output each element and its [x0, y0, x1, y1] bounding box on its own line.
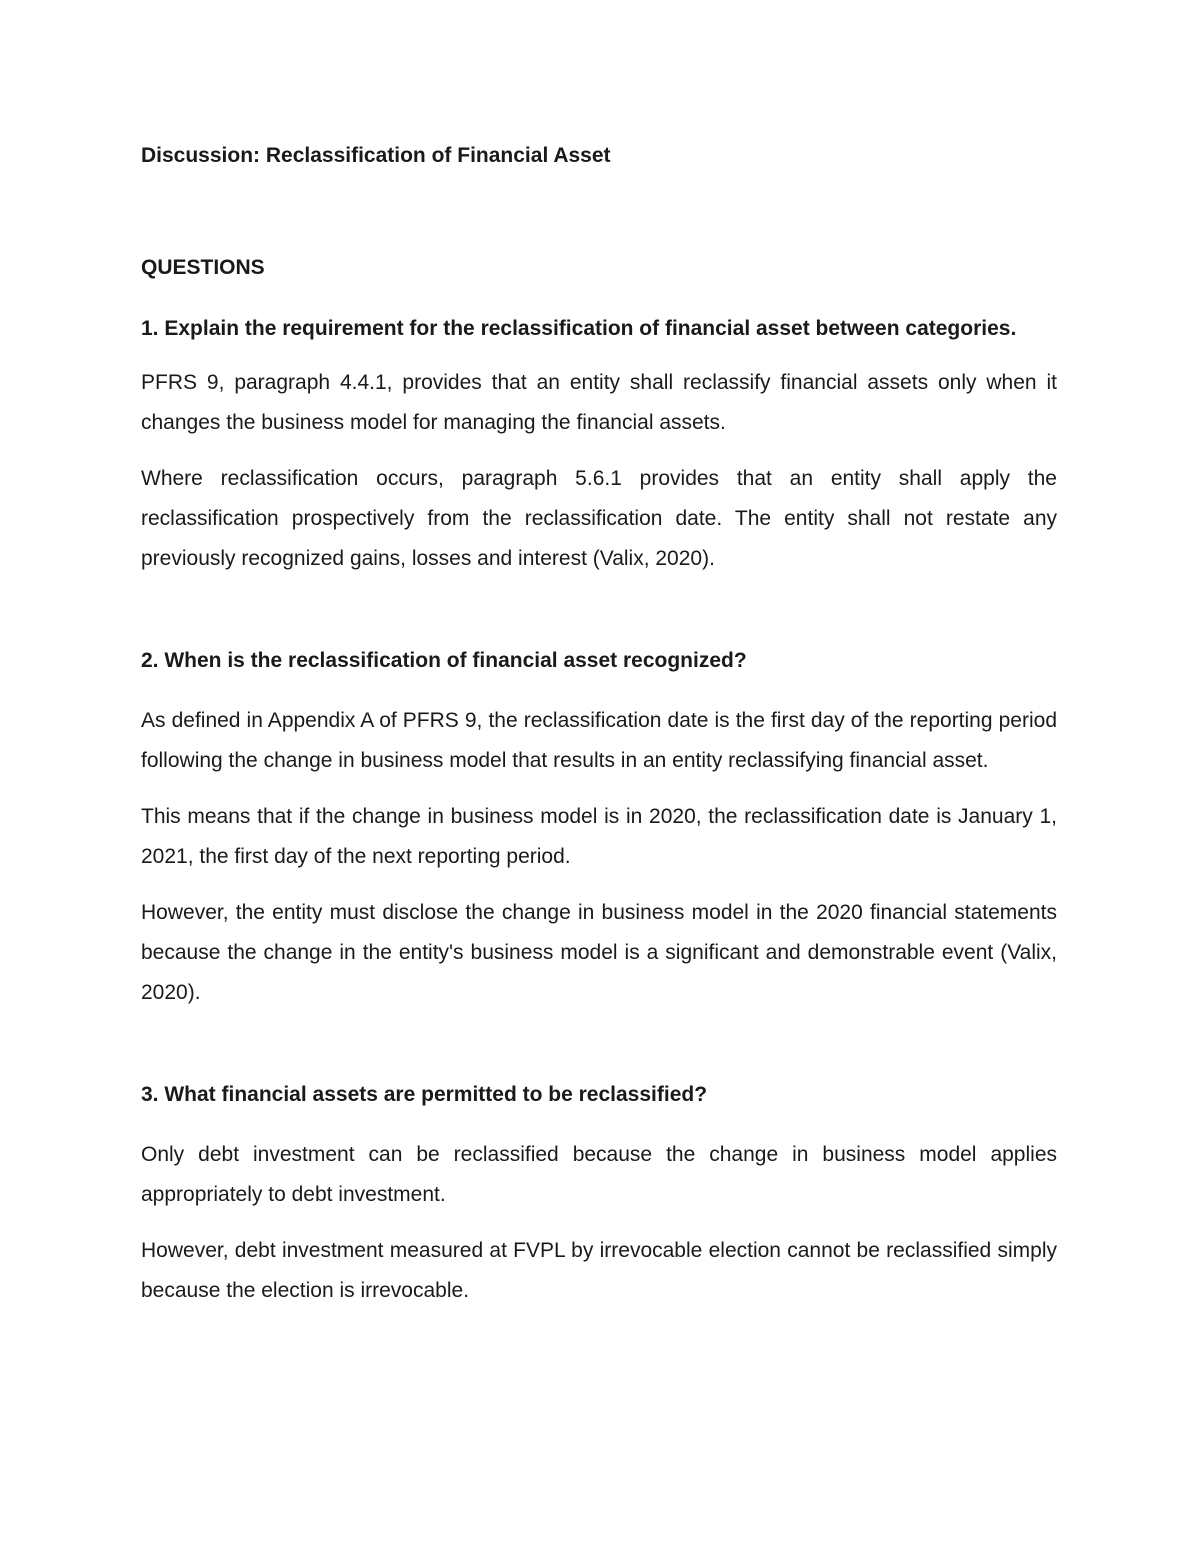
answer-3-paragraph-2: However, debt investment measured at FVPL by irrevocable election cannot be reclassified simply because the election is irrevocable.: [141, 1239, 1057, 1302]
question-2: 2. When is the reclassification of financial asset recognized?: [141, 649, 747, 672]
question-3: 3. What financial assets are permitted to be reclassified?: [141, 1083, 708, 1106]
answer-3-paragraph-1: Only debt investment can be reclassified because the change in business model applies appropriately to debt investment.: [141, 1143, 1057, 1206]
answer-2-paragraph-3: However, the entity must disclose the change in business model in the 2020 financial statements because the change in the entity's business model is a significant and demonstrable event (Valix, 2020).: [141, 901, 1057, 1004]
document-body: [141, 140, 1057, 1311]
answer-1-paragraph-1: PFRS 9, paragraph 4.4.1, provides that an entity shall reclassify financial assets only when it changes the business model for managing the financial assets.: [141, 371, 1057, 434]
section-label: QUESTIONS: [141, 256, 265, 279]
question-1: 1. Explain the requirement for the reclassification of financial asset between categories.: [141, 317, 1017, 340]
answer-2-paragraph-2: This means that if the change in business model is in 2020, the reclassification date is January 1, 2021, the first day of the next reporting period.: [141, 805, 1057, 868]
answer-1-paragraph-2: Where reclassification occurs, paragraph 5.6.1 provides that an entity shall apply the reclassification prospectively from the reclassification date. The entity shall not restate any previously recognized gains, losses and interest (Valix, 2020).: [141, 467, 1057, 570]
document-title: Discussion: Reclassification of Financial Asset: [141, 144, 611, 167]
answer-2-paragraph-1: As defined in Appendix A of PFRS 9, the reclassification date is the first day of the reporting period following the change in business model that results in an entity reclassifying financial asset.: [141, 709, 1057, 772]
